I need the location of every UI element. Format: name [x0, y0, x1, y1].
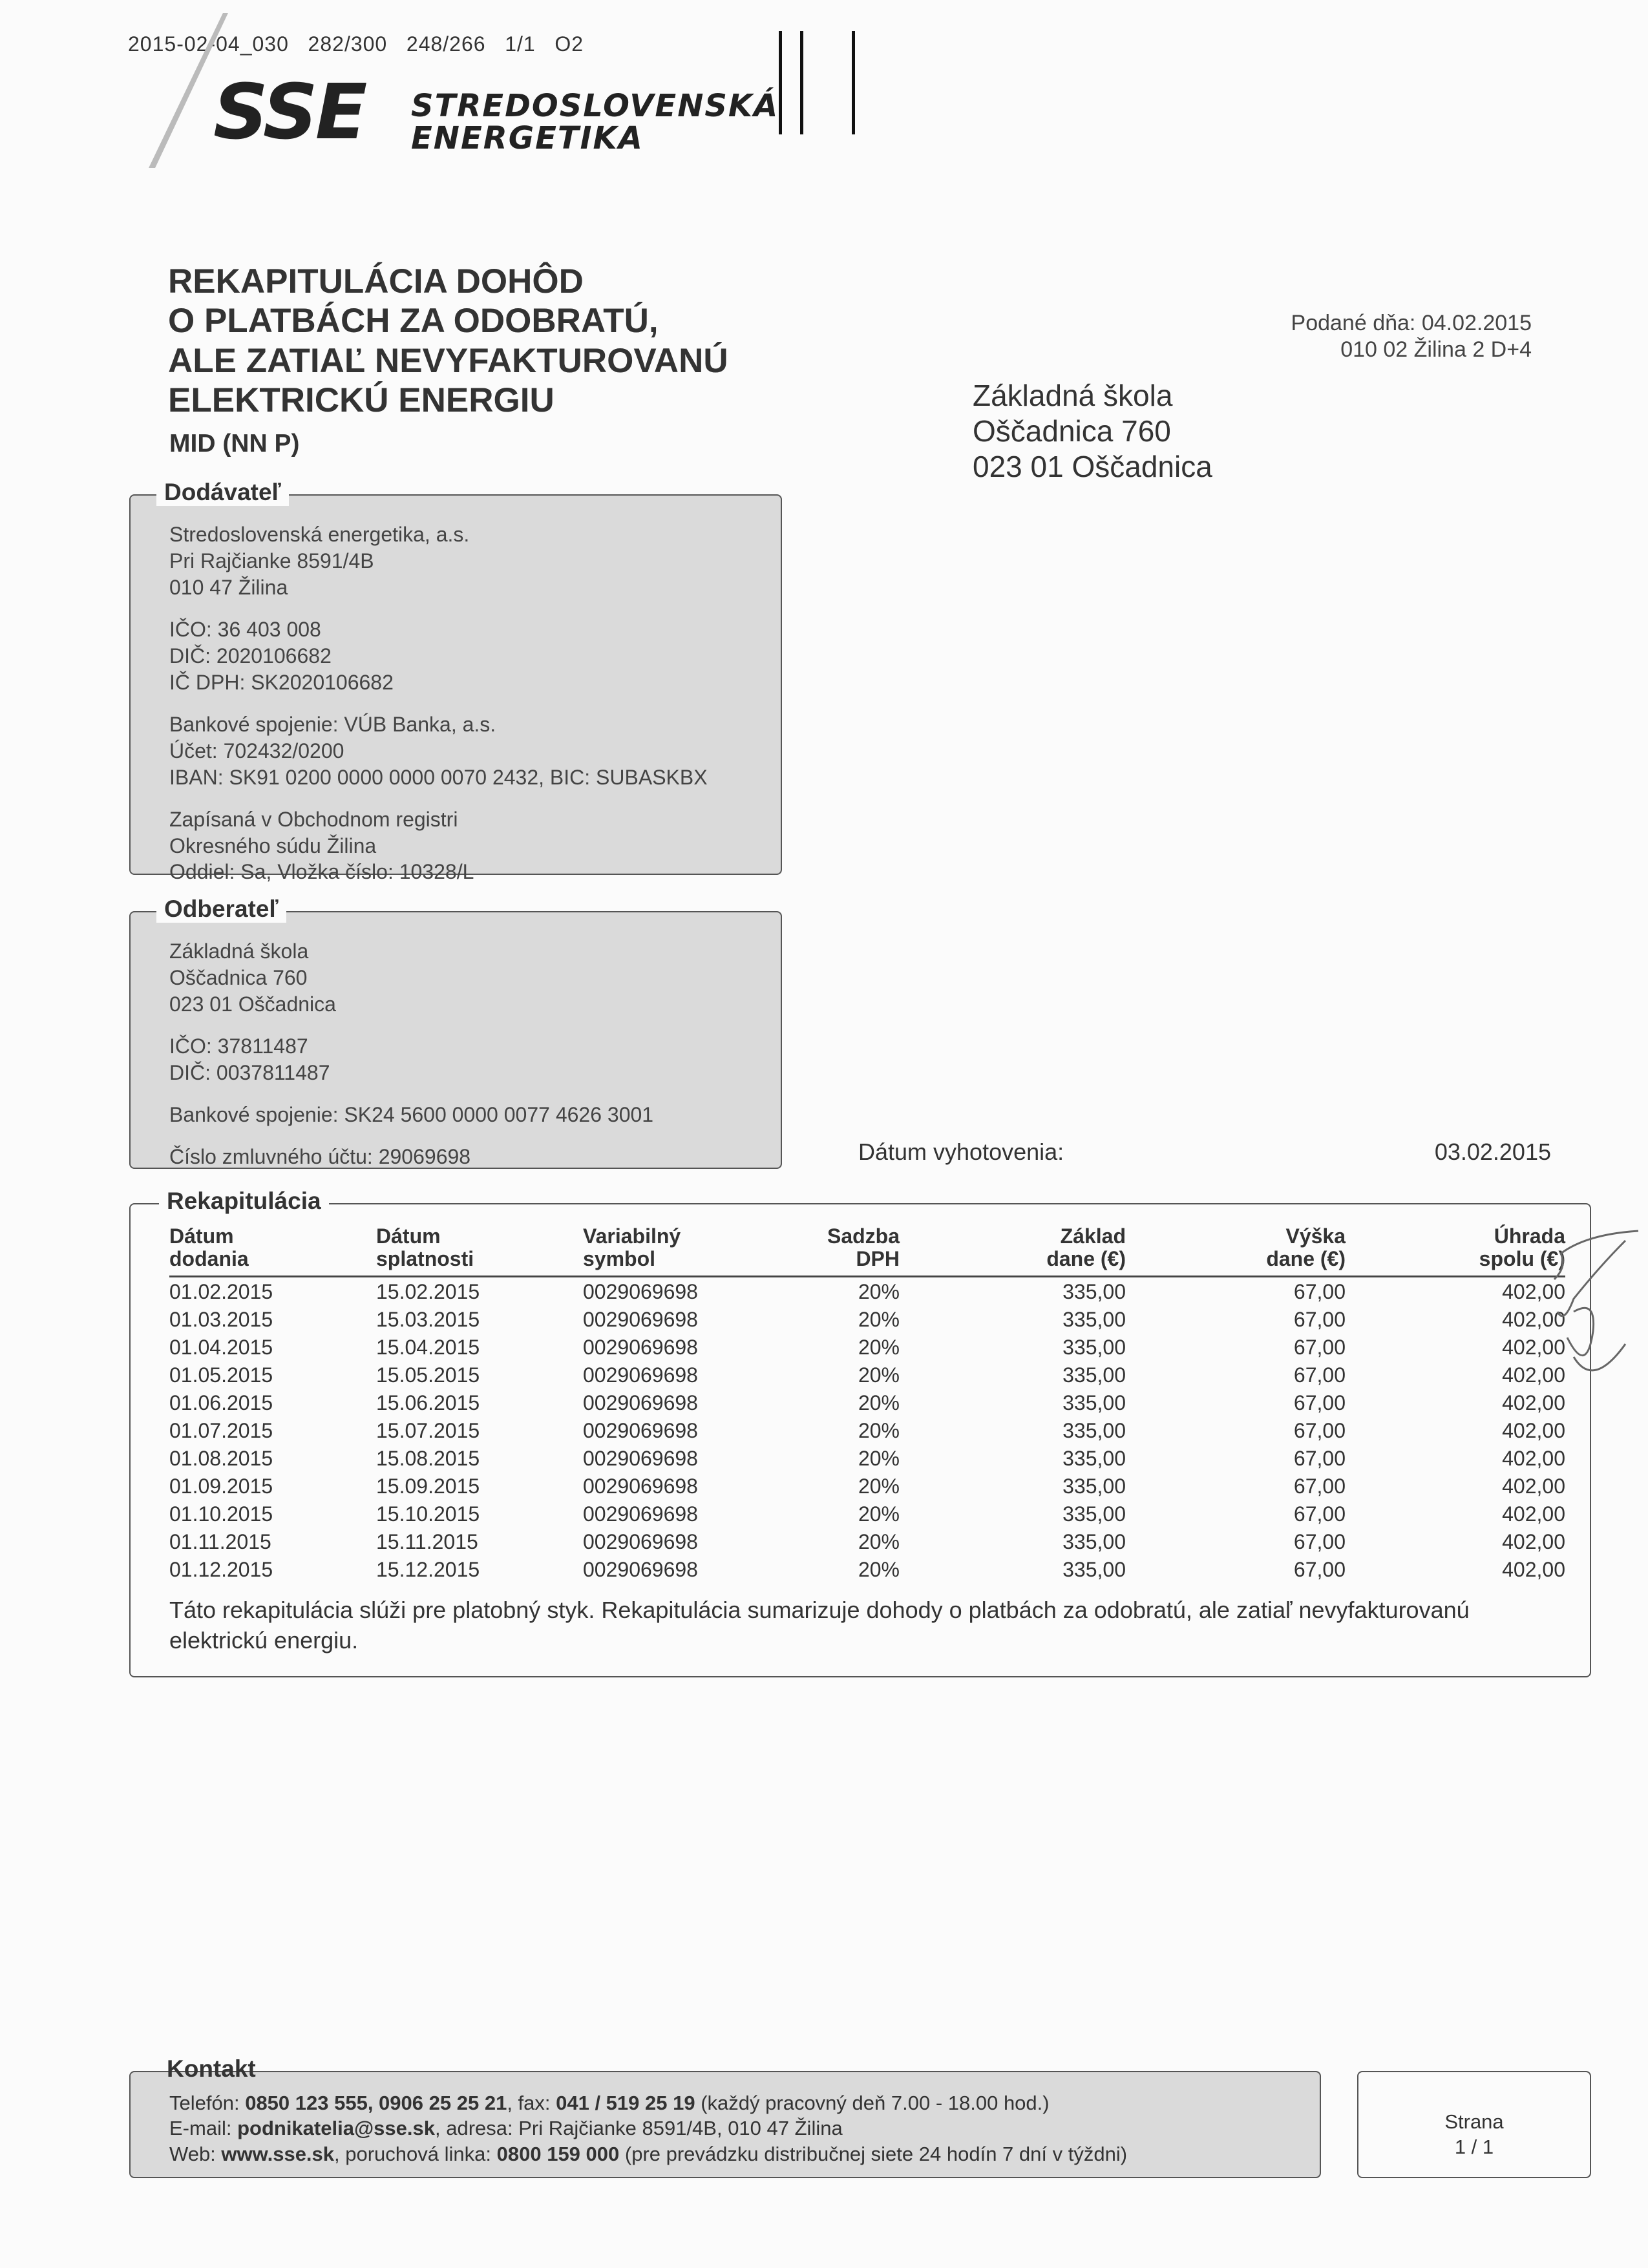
contact-fax: 041 / 519 25 19: [556, 2092, 695, 2114]
customer-line: Bankové spojenie: SK24 5600 0000 0077 4626 3001: [169, 1102, 654, 1126]
recap-legend: Rekapitulácia: [159, 1188, 329, 1215]
table-row: [169, 1528, 1565, 1555]
submission-post: 010 02 Žilina 2 D+4: [1340, 337, 1532, 362]
cell-delivery-date: 01.11.2015: [169, 1529, 271, 1553]
contact-email-line: E-mail: podnikatelia@sse.sk, adresa: Pri Rajčianke 8591/4B, 010 47 Žilina: [169, 2117, 843, 2140]
contact-hotline: 0800 159 000: [496, 2142, 620, 2165]
cell-total: 402,00: [1502, 1418, 1565, 1442]
customer-line: Oščadnica 760: [169, 965, 308, 989]
contact-phone: 0850 123 555, 0906 25 25 21: [245, 2092, 507, 2114]
supplier-line: 010 47 Žilina: [169, 575, 288, 599]
supplier-line: Účet: 702432/0200: [169, 739, 344, 762]
col-tax-amount: Výška dane (€): [1126, 1225, 1346, 1277]
cell-variable-symbol: 0029069698: [583, 1446, 698, 1470]
cell-variable-symbol: 0029069698: [583, 1363, 698, 1387]
spacer: [169, 1128, 653, 1144]
cell-vat-rate: 20%: [858, 1557, 900, 1581]
logo-mark: SSE: [213, 67, 365, 156]
recipient-address: [973, 378, 1212, 485]
table-row: [169, 1305, 1565, 1333]
customer-details: [169, 938, 653, 1170]
supplier-line: IČ DPH: SK2020106682: [169, 670, 394, 694]
cell-due-date: 15.03.2015: [376, 1307, 480, 1331]
cell-total: 402,00: [1502, 1446, 1565, 1470]
cell-total: 402,00: [1502, 1502, 1565, 1526]
cell-total: 402,00: [1502, 1307, 1565, 1331]
table-row: [169, 1416, 1565, 1444]
supplier-box: [129, 479, 782, 884]
contact-email[interactable]: podnikatelia@sse.sk: [237, 2117, 435, 2140]
cell-total: 402,00: [1502, 1557, 1565, 1581]
cell-tax-base: 335,00: [1062, 1418, 1126, 1442]
cell-tax-amount: 67,00: [1293, 1474, 1346, 1498]
page-box: [1357, 2071, 1591, 2178]
cell-delivery-date: 01.02.2015: [169, 1279, 273, 1303]
cell-delivery-date: 01.06.2015: [169, 1391, 273, 1414]
cell-variable-symbol: 0029069698: [583, 1474, 698, 1498]
barcode-bar: [779, 31, 782, 134]
customer-box: [129, 896, 782, 1169]
spacer: [169, 791, 708, 806]
title-line: ELEKTRICKÚ ENERGIU: [168, 381, 555, 420]
cell-tax-amount: 67,00: [1293, 1307, 1346, 1331]
customer-line: Číslo zmluvného účtu: 29069698: [169, 1144, 471, 1168]
cell-vat-rate: 20%: [858, 1335, 900, 1359]
contact-phone-line: Telefón: 0850 123 555, 0906 25 25 21, fax: 041 / 519 25 19 (každý pracovný deň 7.00 - 18.00 hod.): [169, 2092, 1050, 2114]
table-row: [169, 1444, 1565, 1472]
cell-tax-amount: 67,00: [1293, 1391, 1346, 1414]
cell-tax-base: 335,00: [1062, 1502, 1126, 1526]
cell-variable-symbol: 0029069698: [583, 1529, 698, 1553]
supplier-line: Pri Rajčianke 8591/4B: [169, 549, 374, 572]
page-label: Strana: [1444, 2110, 1504, 2133]
document-subtitle: MID (NN P): [169, 430, 300, 457]
table-row: [169, 1555, 1565, 1583]
col-due-date: Dátum splatnosti: [376, 1225, 583, 1277]
document-title: [168, 262, 728, 421]
issue-date-label: Dátum vyhotovenia:: [858, 1139, 1064, 1165]
cell-vat-rate: 20%: [858, 1391, 900, 1414]
submission-info: [1196, 310, 1532, 363]
supplier-line: Oddiel: Sa, Vložka číslo: 10328/L: [169, 860, 474, 884]
supplier-line: Bankové spojenie: VÚB Banka, a.s.: [169, 712, 496, 736]
cell-vat-rate: 20%: [858, 1446, 900, 1470]
scan-header: 2015-02-04_030 282/300 248/266 1/1 O2: [128, 32, 584, 56]
cell-vat-rate: 20%: [858, 1363, 900, 1387]
cell-due-date: 15.10.2015: [376, 1502, 480, 1526]
cell-tax-base: 335,00: [1062, 1529, 1126, 1553]
supplier-line: Okresného súdu Žilina: [169, 834, 377, 857]
contact-legend: Kontakt: [167, 2055, 256, 2082]
spacer: [169, 1018, 653, 1033]
cell-vat-rate: 20%: [858, 1502, 900, 1526]
cell-vat-rate: 20%: [858, 1307, 900, 1331]
cell-tax-amount: 67,00: [1293, 1557, 1346, 1581]
col-variable-symbol: Variabilný symbol: [583, 1225, 783, 1277]
cell-delivery-date: 01.09.2015: [169, 1474, 273, 1498]
cell-due-date: 15.02.2015: [376, 1279, 480, 1303]
customer-line: DIČ: 0037811487: [169, 1060, 330, 1084]
supplier-legend: Dodávateľ: [156, 479, 289, 506]
table-row: [169, 1277, 1565, 1306]
handwritten-check-icon: [1548, 1228, 1645, 1415]
contact-web-line: Web: www.sse.sk, poruchová linka: 0800 159 000 (pre prevádzku distribučnej siete 24 hodín 7 dní v týždni): [169, 2142, 1128, 2165]
logo-line-2: ENERGETIKA: [411, 120, 644, 156]
recap-header-row: [169, 1225, 1565, 1277]
customer-line: Základná škola: [169, 940, 309, 963]
cell-total: 402,00: [1502, 1363, 1565, 1387]
col-total: Úhrada spolu (€): [1346, 1225, 1565, 1277]
issue-date-value: 03.02.2015: [1434, 1139, 1551, 1165]
supplier-line: IBAN: SK91 0200 0000 0000 0070 2432, BIC: SUBASKBX: [169, 765, 708, 789]
cell-vat-rate: 20%: [858, 1279, 900, 1303]
cell-tax-base: 335,00: [1062, 1363, 1126, 1387]
cell-tax-amount: 67,00: [1293, 1418, 1346, 1442]
cell-total: 402,00: [1502, 1335, 1565, 1359]
cell-delivery-date: 01.10.2015: [169, 1502, 273, 1526]
contact-web[interactable]: www.sse.sk: [221, 2142, 335, 2165]
cell-delivery-date: 01.08.2015: [169, 1446, 273, 1470]
cell-tax-amount: 67,00: [1293, 1529, 1346, 1553]
submission-date: Podané dňa: 04.02.2015: [1291, 311, 1532, 335]
cell-tax-amount: 67,00: [1293, 1363, 1346, 1387]
cell-due-date: 15.08.2015: [376, 1446, 480, 1470]
cell-due-date: 15.12.2015: [376, 1557, 480, 1581]
cell-total: 402,00: [1502, 1391, 1565, 1414]
col-vat-rate: Sadzba DPH: [783, 1225, 900, 1277]
cell-vat-rate: 20%: [858, 1474, 900, 1498]
table-row: [169, 1389, 1565, 1416]
cell-variable-symbol: 0029069698: [583, 1279, 698, 1303]
recipient-line: Oščadnica 760: [973, 414, 1171, 448]
recipient-line: 023 01 Oščadnica: [973, 450, 1212, 484]
cell-variable-symbol: 0029069698: [583, 1335, 698, 1359]
supplier-line: Zapísaná v Obchodnom registri: [169, 807, 458, 831]
supplier-line: IČO: 36 403 008: [169, 617, 321, 641]
customer-line: 023 01 Oščadnica: [169, 992, 336, 1016]
page-value: 1 / 1: [1454, 2135, 1494, 2158]
title-line: ALE ZATIAĽ NEVYFAKTUROVANÚ: [168, 341, 728, 380]
cell-variable-symbol: 0029069698: [583, 1391, 698, 1414]
title-line: O PLATBÁCH ZA ODOBRATÚ,: [168, 302, 659, 341]
cell-variable-symbol: 0029069698: [583, 1418, 698, 1442]
cell-total: 402,00: [1502, 1279, 1565, 1303]
supplier-line: Stredoslovenská energetika, a.s.: [169, 523, 470, 546]
spacer: [169, 1086, 653, 1102]
recap-note: Táto rekapitulácia slúži pre platobný styk. Rekapitulácia sumarizuje dohody o platbách za odobratú, ale zatiaľ nevyfakturovanú elektrickú energiu.: [169, 1597, 1470, 1654]
cell-tax-base: 335,00: [1062, 1446, 1126, 1470]
table-row: [169, 1361, 1565, 1389]
cell-due-date: 15.11.2015: [376, 1529, 478, 1553]
table-row: [169, 1472, 1565, 1500]
cell-delivery-date: 01.07.2015: [169, 1418, 273, 1442]
cell-tax-base: 335,00: [1062, 1279, 1126, 1303]
cell-due-date: 15.05.2015: [376, 1363, 480, 1387]
title-line: REKAPITULÁCIA DOHÔD: [168, 262, 584, 300]
cell-delivery-date: 01.05.2015: [169, 1363, 273, 1387]
spacer: [169, 601, 708, 616]
contact-box: [129, 2055, 1321, 2178]
cell-tax-amount: 67,00: [1293, 1446, 1346, 1470]
cell-delivery-date: 01.04.2015: [169, 1335, 273, 1359]
recap-box: [129, 1188, 1591, 1677]
supplier-line: DIČ: 2020106682: [169, 644, 332, 667]
cell-tax-amount: 67,00: [1293, 1335, 1346, 1359]
cell-due-date: 15.04.2015: [376, 1335, 480, 1359]
cell-delivery-date: 01.03.2015: [169, 1307, 273, 1331]
cell-variable-symbol: 0029069698: [583, 1557, 698, 1581]
recap-table: [169, 1225, 1565, 1583]
barcode-bar: [852, 31, 855, 134]
cell-delivery-date: 01.12.2015: [169, 1557, 273, 1581]
logo-text: [411, 90, 779, 155]
table-row: [169, 1333, 1565, 1361]
cell-due-date: 15.07.2015: [376, 1418, 480, 1442]
cell-tax-base: 335,00: [1062, 1391, 1126, 1414]
table-row: [169, 1500, 1565, 1528]
cell-tax-base: 335,00: [1062, 1557, 1126, 1581]
spacer: [169, 696, 708, 711]
cell-variable-symbol: 0029069698: [583, 1502, 698, 1526]
col-delivery-date: Dátum dodania: [169, 1225, 376, 1277]
cell-vat-rate: 20%: [858, 1529, 900, 1553]
cell-tax-base: 335,00: [1062, 1307, 1126, 1331]
cell-total: 402,00: [1502, 1474, 1565, 1498]
col-tax-base: Základ dane (€): [900, 1225, 1126, 1277]
cell-due-date: 15.09.2015: [376, 1474, 480, 1498]
cell-variable-symbol: 0029069698: [583, 1307, 698, 1331]
cell-tax-base: 335,00: [1062, 1474, 1126, 1498]
cell-tax-base: 335,00: [1062, 1335, 1126, 1359]
logo-line-1: STREDOSLOVENSKÁ: [411, 88, 779, 124]
barcode-bar: [800, 31, 803, 134]
supplier-details: [169, 521, 708, 885]
cell-tax-amount: 67,00: [1293, 1279, 1346, 1303]
contact-details: [169, 2090, 1127, 2167]
cell-vat-rate: 20%: [858, 1418, 900, 1442]
customer-legend: Odberateľ: [156, 896, 286, 923]
recipient-line: Základná škola: [973, 379, 1173, 412]
recap-body: [169, 1277, 1565, 1584]
cell-tax-amount: 67,00: [1293, 1502, 1346, 1526]
cell-total: 402,00: [1502, 1529, 1565, 1553]
cell-due-date: 15.06.2015: [376, 1391, 480, 1414]
page-number: [1358, 2110, 1590, 2160]
customer-line: IČO: 37811487: [169, 1034, 308, 1058]
